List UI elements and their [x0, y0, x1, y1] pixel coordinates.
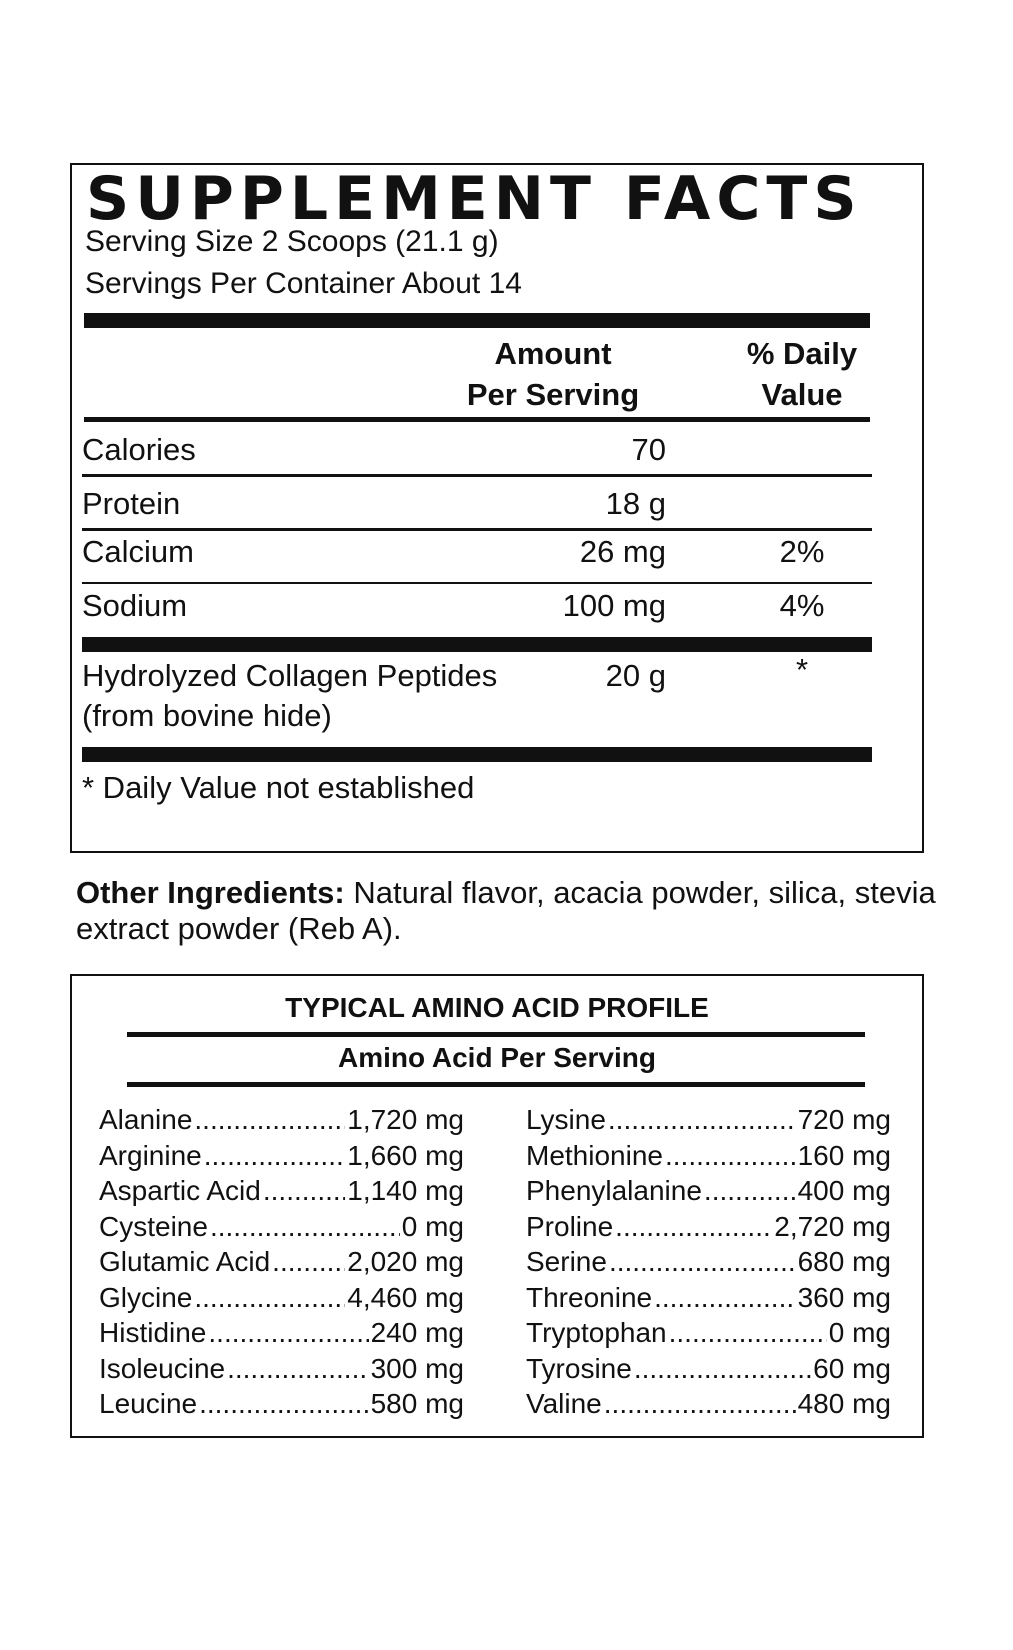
- amino-value: 1,660 mg: [347, 1139, 464, 1171]
- amino-name: Proline: [526, 1210, 614, 1242]
- header-daily-value: [712, 333, 892, 415]
- amino-acid-panel: [70, 974, 924, 1438]
- nutrient-label: Calories: [82, 432, 196, 467]
- thick-divider: [82, 747, 872, 762]
- nutrient-amount: 26 mg: [579, 534, 666, 569]
- amino-row: [526, 1353, 891, 1389]
- nutrient-label: Protein: [82, 486, 181, 521]
- amino-name: Threonine: [526, 1281, 653, 1313]
- leader-dots: [704, 1175, 796, 1207]
- collagen-label-line1: Hydrolyzed Collagen Peptides: [82, 658, 498, 693]
- collagen-daily-value: *: [795, 652, 809, 687]
- amino-name: Serine: [526, 1246, 607, 1277]
- amino-value: 360 mg: [797, 1281, 891, 1313]
- collagen-label-line2: (from bovine hide): [82, 698, 332, 733]
- amino-value: 1,140 mg: [347, 1175, 464, 1206]
- amino-column-left: [99, 1104, 464, 1424]
- amino-value: 1,720 mg: [347, 1104, 464, 1135]
- amino-value: 580 mg: [370, 1388, 464, 1419]
- nutrient-amount: 70: [631, 432, 666, 467]
- leader-dots: [263, 1175, 345, 1207]
- amino-value: 0 mg: [828, 1317, 891, 1348]
- amino-value: 60 mg: [813, 1352, 891, 1384]
- leader-dots: [609, 1246, 796, 1278]
- amino-name: Leucine: [99, 1388, 198, 1419]
- nutrient-daily-value: 4%: [779, 588, 825, 623]
- amino-row: [526, 1104, 891, 1140]
- amino-name: Aspartic Acid: [99, 1175, 261, 1206]
- amino-value: 300 mg: [370, 1352, 464, 1384]
- amino-value: 400 mg: [797, 1175, 891, 1206]
- leader-dots: [204, 1140, 346, 1172]
- leader-dots: [208, 1317, 368, 1349]
- leader-dots: [194, 1104, 345, 1136]
- leader-dots: [665, 1140, 796, 1172]
- header-amount-line2: Per Serving: [466, 377, 640, 412]
- amino-row: [99, 1353, 464, 1389]
- amino-row: [99, 1317, 464, 1353]
- nutrient-label: Calcium: [82, 534, 194, 569]
- nutrient-daily-value: 2%: [779, 534, 825, 569]
- amino-row: [99, 1388, 464, 1424]
- amino-name: Isoleucine: [99, 1352, 226, 1384]
- amino-subtitle: Amino Acid Per Serving: [338, 1042, 656, 1073]
- amino-name: Phenylalanine: [526, 1175, 702, 1206]
- other-ingredients-label: Other Ingredients:: [76, 875, 345, 910]
- amino-value: 0 mg: [401, 1210, 464, 1242]
- amino-name: Arginine: [99, 1139, 202, 1171]
- amino-row: [526, 1388, 891, 1424]
- amino-name: Alanine: [99, 1104, 193, 1135]
- medium-divider: [84, 417, 870, 422]
- leader-dots: [604, 1388, 796, 1420]
- amino-name: Tyrosine: [526, 1352, 632, 1384]
- header-dv-line1: % Daily: [746, 336, 858, 371]
- collagen-amount: 20 g: [605, 658, 666, 693]
- leader-dots: [669, 1317, 827, 1349]
- amino-value: 680 mg: [797, 1246, 891, 1277]
- amino-name: Histidine: [99, 1317, 207, 1348]
- leader-dots: [199, 1388, 369, 1420]
- amino-divider-top: [127, 1032, 865, 1037]
- amino-title: TYPICAL AMINO ACID PROFILE: [285, 992, 709, 1023]
- amino-divider-bottom: [127, 1082, 865, 1087]
- leader-dots: [615, 1211, 772, 1243]
- amino-row: [526, 1282, 891, 1318]
- facts-title: SUPPLEMENT FACTS: [86, 164, 863, 234]
- amino-row: [99, 1140, 464, 1176]
- amino-value: 2,720 mg: [774, 1210, 891, 1242]
- other-ingredients-text: Natural flavor, acacia powder, silica, stevia extract powder (Reb A).: [76, 875, 936, 946]
- row-divider: [82, 474, 872, 477]
- leader-dots: [634, 1353, 811, 1385]
- thick-divider: [84, 313, 870, 328]
- header-amount-line1: Amount: [494, 336, 612, 371]
- amino-row: [99, 1211, 464, 1247]
- header-amount: [438, 333, 668, 415]
- amino-column-right: [526, 1104, 891, 1424]
- nutrient-label: Sodium: [82, 588, 188, 623]
- other-ingredients: [76, 875, 936, 947]
- leader-dots: [654, 1282, 796, 1314]
- amino-name: Cysteine: [99, 1210, 208, 1242]
- amino-row: [526, 1211, 891, 1247]
- leader-dots: [608, 1104, 796, 1136]
- amino-row: [99, 1175, 464, 1211]
- amino-name: Glycine: [99, 1281, 193, 1313]
- header-dv-line2: Value: [761, 377, 843, 412]
- leader-dots: [210, 1211, 400, 1243]
- leader-dots: [227, 1353, 369, 1385]
- serving-size: Serving Size 2 Scoops (21.1 g): [85, 225, 499, 258]
- supplement-facts-panel: [70, 163, 924, 853]
- nutrient-amount: 100 mg: [562, 588, 666, 623]
- row-divider: [82, 582, 872, 584]
- nutrient-amount: 18 g: [605, 486, 666, 521]
- amino-row: [99, 1104, 464, 1140]
- amino-value: 240 mg: [370, 1317, 464, 1348]
- footnote: * Daily Value not established: [82, 770, 475, 805]
- amino-name: Valine: [526, 1388, 602, 1419]
- amino-value: 480 mg: [797, 1388, 891, 1419]
- amino-value: 2,020 mg: [347, 1246, 464, 1277]
- amino-name: Lysine: [526, 1104, 606, 1135]
- amino-row: [526, 1246, 891, 1282]
- amino-row: [99, 1282, 464, 1318]
- servings-per-container: Servings Per Container About 14: [85, 267, 522, 300]
- amino-name: Methionine: [526, 1139, 663, 1171]
- amino-name: Glutamic Acid: [99, 1246, 271, 1277]
- amino-row: [99, 1246, 464, 1282]
- amino-name: Tryptophan: [526, 1317, 667, 1348]
- amino-row: [526, 1140, 891, 1176]
- leader-dots: [272, 1246, 345, 1278]
- amino-row: [526, 1175, 891, 1211]
- leader-dots: [194, 1282, 345, 1314]
- amino-value: 720 mg: [797, 1104, 891, 1135]
- amino-row: [526, 1317, 891, 1353]
- amino-value: 4,460 mg: [347, 1281, 464, 1313]
- amino-value: 160 mg: [797, 1139, 891, 1171]
